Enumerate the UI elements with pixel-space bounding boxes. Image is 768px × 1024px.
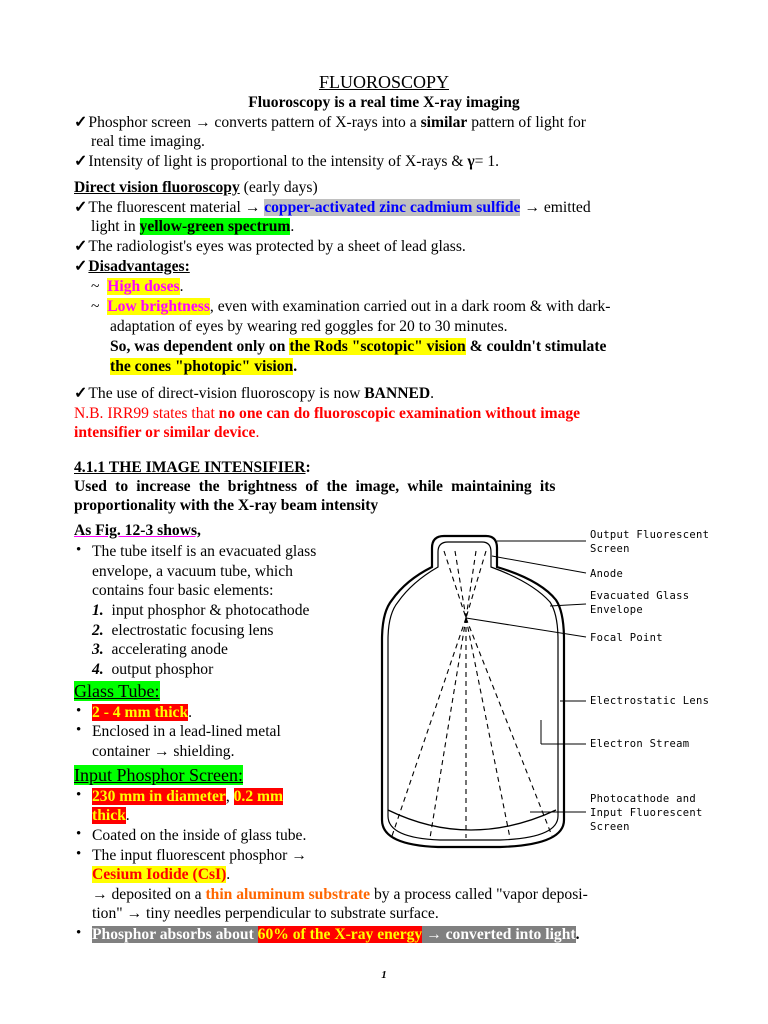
element-item: 4. output phosphor	[92, 661, 214, 678]
nb-line-cont: intensifier or similar device.	[74, 424, 260, 441]
tube-desc-3: contains four basic elements:	[92, 582, 274, 599]
direct-material-line2: light in yellow-green spectrum.	[91, 218, 295, 235]
check-icon: ✓	[74, 114, 88, 131]
disadv-high-doses: ~ High doses.	[91, 278, 184, 295]
tube-desc-2: envelope, a vacuum tube, which	[92, 563, 293, 580]
bullet-icon: •	[76, 846, 82, 862]
intro-bullet-intensity: ✓Intensity of light is proportional to the intensity of X-rays & γ= 1.	[74, 153, 500, 170]
tilde-bullet-icon: ~	[91, 298, 108, 315]
tube-envelope	[382, 536, 564, 847]
bullet-icon: •	[76, 703, 82, 719]
element-item: 3. accelerating anode	[92, 641, 228, 658]
glass-thickness: 2 - 4 mm thick.	[92, 704, 193, 721]
intro-bullet-phosphor: ✓Phosphor screen → converts pattern of X-rays into a similar pattern of light for	[74, 114, 586, 131]
bullet-icon: •	[76, 925, 82, 941]
check-icon: ✓	[74, 199, 88, 216]
nb-line: N.B. IRR99 states that no one can do fluoroscopic examination without image	[74, 405, 581, 422]
label-photocathode: Photocathode and Input Fluorescent Screen	[590, 793, 703, 833]
label-envelope: Evacuated Glass Envelope	[590, 590, 690, 616]
direct-lead-glass: ✓The radiologist's eyes was protected by a sheet of lead glass.	[74, 238, 466, 255]
disadvantages-heading: ✓Disadvantages:	[74, 258, 190, 275]
electron-paths	[392, 551, 552, 838]
label-anode: Anode	[590, 568, 624, 580]
photocathode-curve	[388, 810, 556, 830]
bullet-icon: •	[76, 826, 82, 842]
glass-enclosed: Enclosed in a lead-lined metal	[92, 723, 281, 740]
label-focal-point: Focal Point	[590, 632, 663, 644]
intensifier-desc-2: proportionality with the X-ray beam intensity	[74, 497, 379, 514]
tilde-bullet-icon: ~	[91, 278, 108, 295]
bullet-icon: •	[76, 542, 82, 558]
label-output-screen: Output Fluorescent Screen	[590, 529, 710, 555]
input-coated: Coated on the inside of glass tube.	[92, 827, 307, 844]
check-icon: ✓	[74, 238, 88, 255]
page-subtitle: Fluoroscopy is a real time X-ray imaging	[248, 94, 520, 111]
input-absorbs: Phosphor absorbs about 60% of the X-ray energy → converted into light.	[92, 926, 580, 943]
disadv-cones-line: the cones "photopic" vision.	[110, 358, 298, 375]
check-icon: ✓	[74, 258, 88, 275]
banned-line: ✓The use of direct-vision fluoroscopy is now BANNED.	[74, 385, 435, 402]
input-fluorescent: The input fluorescent phosphor →	[92, 847, 307, 864]
fig-reference: As Fig. 12-3 shows,	[74, 522, 201, 539]
check-icon: ✓	[74, 153, 88, 170]
label-electrostatic-lens: Electrostatic Lens	[590, 695, 710, 707]
input-phosphor-heading: Input Phosphor Screen:	[74, 765, 243, 785]
input-deposited: → deposited on a thin aluminum substrate by a process called "vapor deposi-	[92, 886, 588, 903]
element-item: 2. electrostatic focusing lens	[92, 622, 274, 639]
bullet-icon: •	[76, 722, 82, 738]
check-icon: ✓	[74, 385, 88, 402]
label-electron-stream: Electron Stream	[590, 738, 690, 750]
glass-tube-heading: Glass Tube:	[74, 681, 160, 701]
disadv-rods-line: So, was dependent only on the Rods "scotopic" vision & couldn't stimulate	[110, 338, 607, 355]
page-number: 1	[381, 969, 387, 981]
element-item: 1. input phosphor & photocathode	[92, 602, 310, 619]
input-csi: Cesium Iodide (CsI).	[92, 866, 231, 883]
input-thick: thick.	[92, 807, 130, 824]
bullet-icon: •	[76, 787, 82, 803]
intensifier-heading: 4.1.1 THE IMAGE INTENSIFIER:	[74, 459, 311, 476]
intro-bullet-phosphor-cont: real time imaging.	[91, 133, 205, 150]
tube-desc-1: The tube itself is an evacuated glass	[92, 543, 317, 560]
input-deposited-cont: tion" → tiny needles perpendicular to substrate surface.	[92, 905, 439, 922]
disadv-low-brightness-cont: adaptation of eyes by wearing red goggles for 20 to 30 minutes.	[110, 318, 508, 335]
disadv-low-brightness: ~ Low brightness, even with examination carried out in a dark room & with dark-	[91, 298, 611, 315]
page-title: FLUOROSCOPY	[318, 72, 450, 92]
glass-enclosed-cont: container → shielding.	[92, 743, 235, 760]
direct-material-line: ✓The fluorescent material → copper-activated zinc cadmium sulfide → emitted	[74, 199, 591, 216]
intensifier-desc-1: Used to increase the brightness of the image, while maintaining its	[74, 478, 556, 495]
direct-vision-heading: Direct vision fluoroscopy (early days)	[74, 179, 318, 196]
input-diameter: 230 mm in diameter, 0.2 mm	[92, 788, 283, 805]
